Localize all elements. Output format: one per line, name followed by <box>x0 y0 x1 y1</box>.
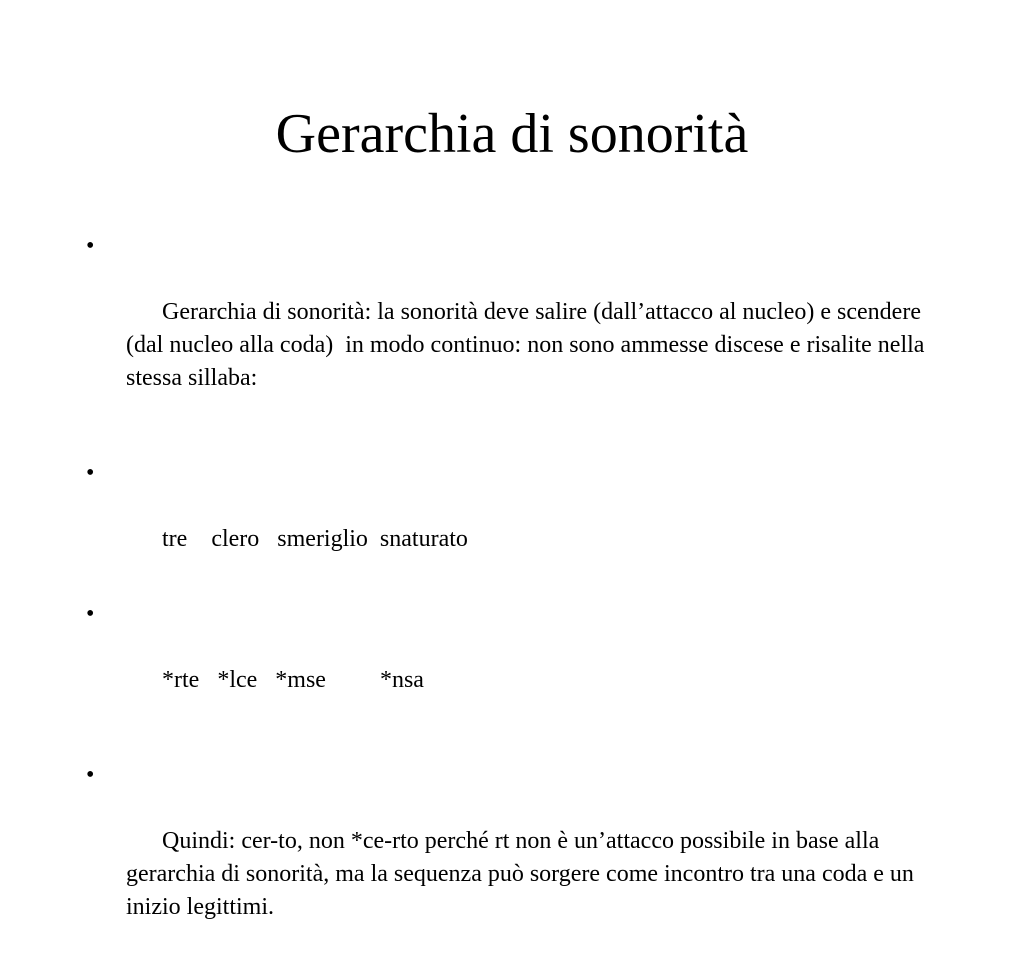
bullet-item-invalid-examples <box>86 598 946 730</box>
bullet-text-conclusion: Quindi: cer-to, non *ce-rto perché rt non è un’attacco possibile in base alla gerarchia di sonorità, ma la sequenza può sorgere come incontro tra una coda e un inizio legittimi. <box>126 828 920 920</box>
bullet-marker: • <box>86 601 95 627</box>
bullet-item-valid-examples <box>86 457 946 589</box>
bullet-text-valid-examples: tre clero smeriglio snaturato <box>162 526 468 552</box>
bullet-item-conclusion <box>86 759 946 957</box>
bullet-item-definition <box>86 230 946 428</box>
bullet-text-invalid-examples: *rte *lce *mse *nsa <box>162 667 424 693</box>
slide-title: Gerarchia di sonorità <box>275 103 749 165</box>
bullet-marker: • <box>86 460 95 486</box>
bullet-marker: • <box>86 233 95 259</box>
bullet-marker: • <box>86 762 95 788</box>
bullet-list <box>86 230 946 957</box>
bullet-text-definition: Gerarchia di sonorità: la sonorità deve salire (dall’attacco al nucleo) e scendere (dal nucleo alla coda) in modo continuo: non sono ammesse discese e risalite nella stessa sillaba: <box>126 299 931 391</box>
